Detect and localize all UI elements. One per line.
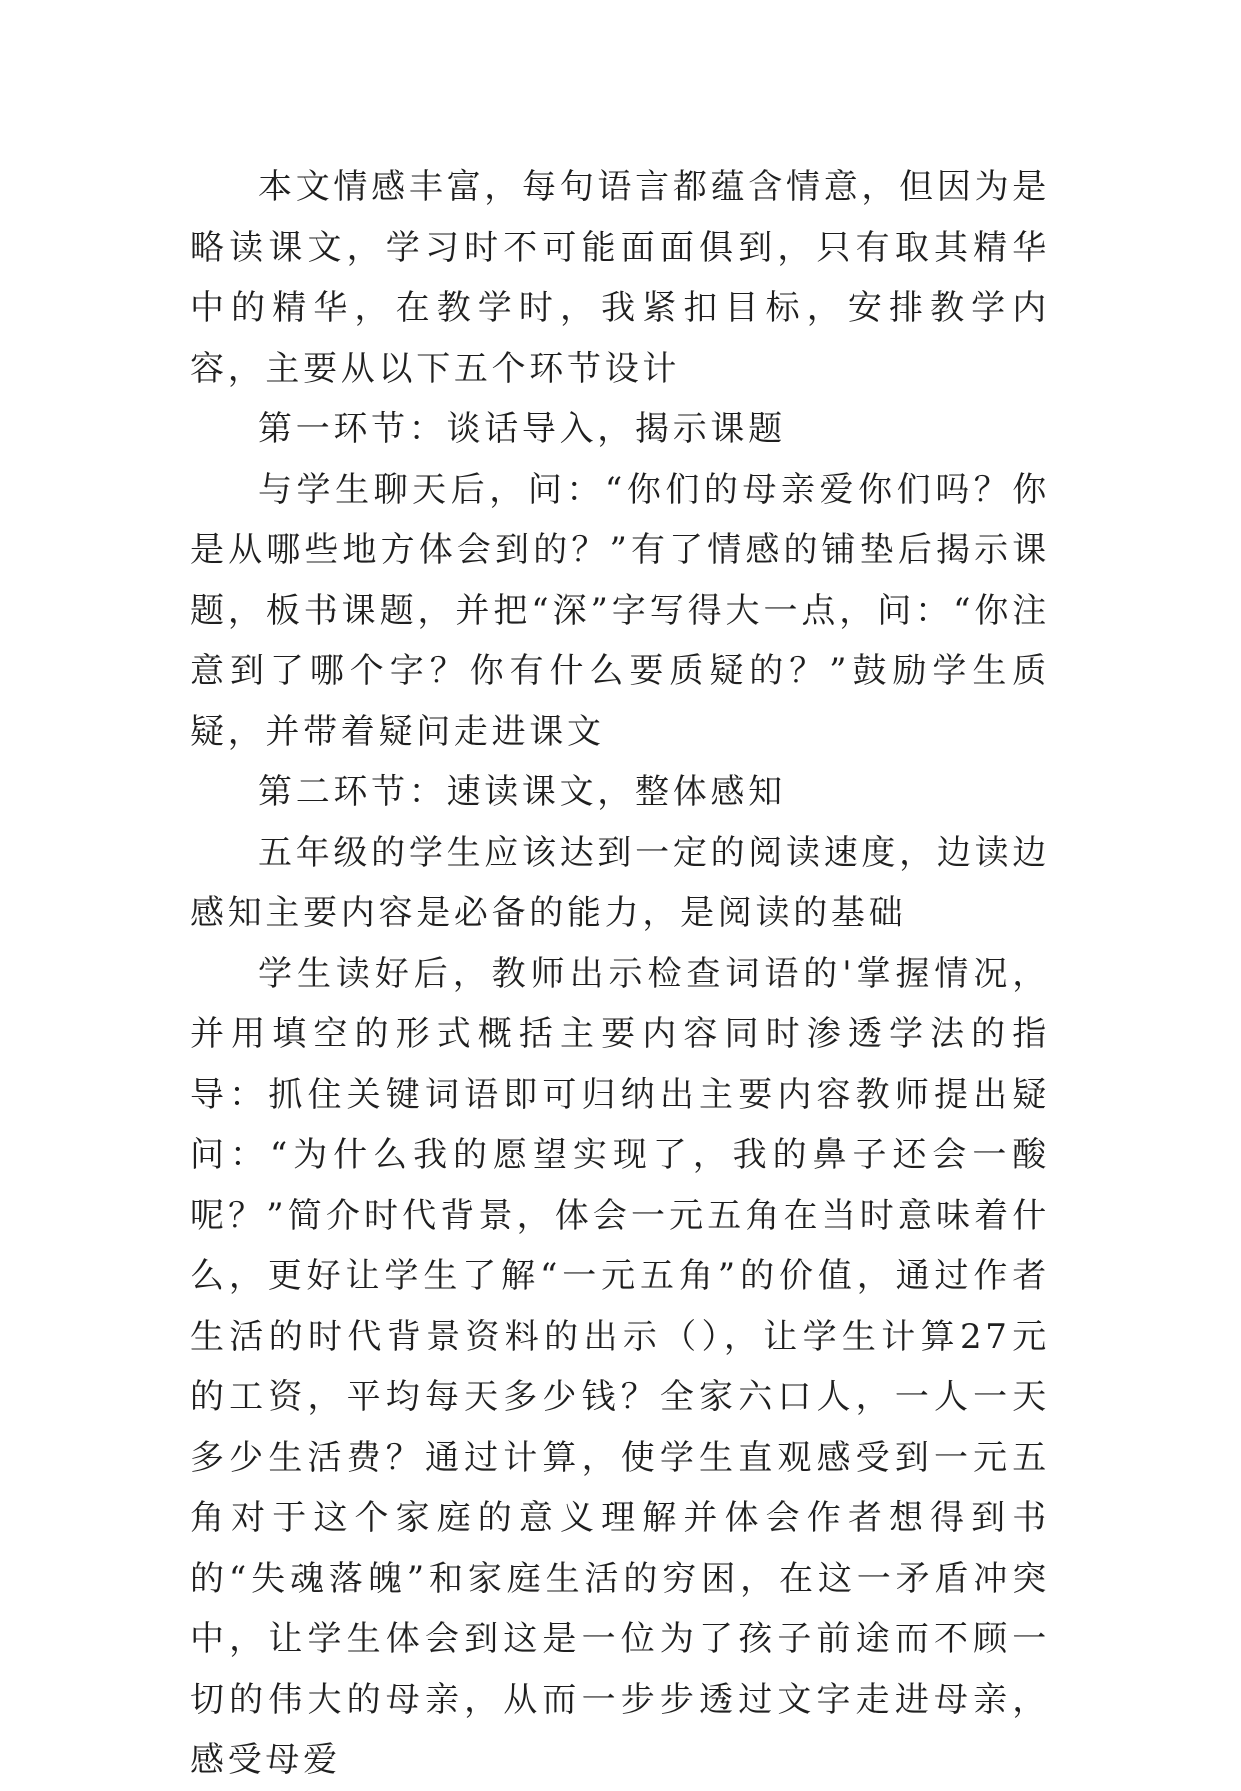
heading-step-one: 第一环节：谈话导入，揭示课题 — [258, 409, 786, 449]
paragraph-step-two-a: 五年级的学生应该达到一定的阅读速度，边读边感知主要内容是必备的能力，是阅读的基础 — [190, 832, 1050, 933]
document-body — [190, 157, 1050, 1791]
paragraph-step-one: 与学生聊天后，问：“你们的母亲爱你们吗？你是从哪些地方体会到的？”有了情感的铺垫后揭示课题，板书课题，并把“深”字写得大一点，问：“你注意到了哪个字？你有什么要质疑的？”鼓励学生质疑，并带着疑问走进课文 — [190, 469, 1050, 752]
paragraph-step-two-b: 学生读好后，教师出示检查词语的'掌握情况，并用填空的形式概括主要内容同时渗透学法的指导：抓住关键词语即可归纳出主要内容教师提出疑问：“为什么我的愿望实现了，我的鼻子还会一酸呢？”简介时代背景，体会一元五角在当时意味着什么，更好让学生了解“一元五角”的价值，通过作者生活的时代背景资料的出示（），让学生计算27元的工资，平均每天多少钱？全家六口人，一人一天多少生活费？通过计算，使学生直观感受到一元五角对于这个家庭的意义理解并体会作者想得到书的“失魂落魄”和家庭生活的穷困，在这一矛盾冲突中，让学生体会到这是一位为了孩子前途而不顾一切的伟大的母亲，从而一步步透过文字走进母亲，感受母爱 — [190, 953, 1050, 1780]
paragraph-intro: 本文情感丰富，每句语言都蕴含情意，但因为是略读课文，学习时不可能面面俱到，只有取其精华中的精华，在教学时，我紧扣目标，安排教学内容，主要从以下五个环节设计 — [190, 167, 1050, 389]
heading-step-two: 第二环节：速读课文，整体感知 — [258, 772, 786, 812]
